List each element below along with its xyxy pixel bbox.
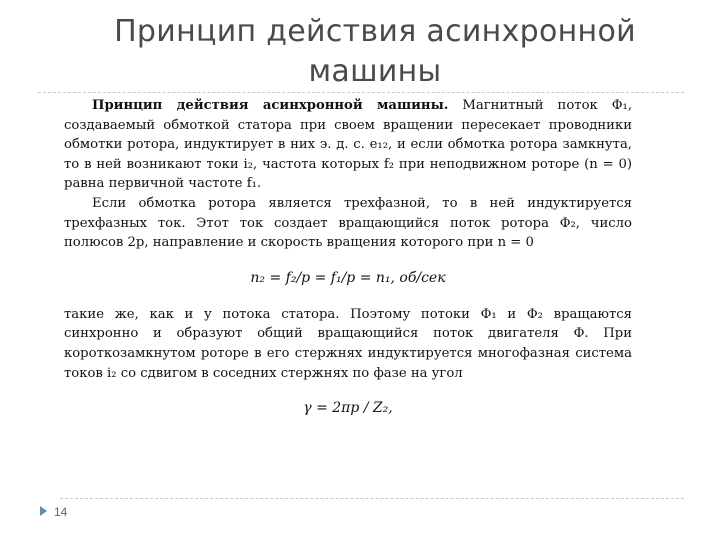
slide-number: 14	[54, 505, 68, 519]
paragraph-1-text: Магнитный поток Φ₁, создаваемый обмоткой статора при своем вращении пересекает проводники обмотки ротора, индуктирует в них э. д. с. e₁₂, и если обмотка ротора замкнута, то в ней возникают токи i₂, частота которых f₂ при неподвижном роторе (n = 0) равна первичной частоте f₁.	[64, 98, 633, 192]
formula-phase-angle: γ = 2πp / Z₂,	[303, 400, 393, 417]
paragraph-3: такие же, как и у потока статора. Поэтому потоки Φ₁ и Φ₂ вращаются синхронно и образуют общий вращающийся поток двигателя Φ. При короткозамкнутом роторе в его стержнях индуктируется многофазная система токов i₂ со сдвигом в соседних стержнях по фазе на угол	[64, 306, 632, 381]
bottom-divider	[60, 498, 684, 499]
document-body	[64, 96, 632, 421]
formula-rotor-speed: n₂ = f₂/p = f₁/p = n₁, об/сек	[250, 269, 446, 286]
top-divider	[38, 92, 684, 93]
slide-title: Принцип действия асинхронной машины	[114, 14, 636, 89]
paragraph-1-heading: Принцип действия асинхронной машины.	[92, 98, 449, 113]
paragraph-2: Если обмотка ротора является трехфазной, то в ней индуктируется трехфазных ток. Этот ток создает вращающийся поток ротора Φ₂, число полюсов 2p, направление и скорость вращения которого при n = 0	[64, 195, 632, 251]
triangle-bullet-icon	[40, 506, 47, 516]
paragraph-1	[64, 96, 632, 194]
